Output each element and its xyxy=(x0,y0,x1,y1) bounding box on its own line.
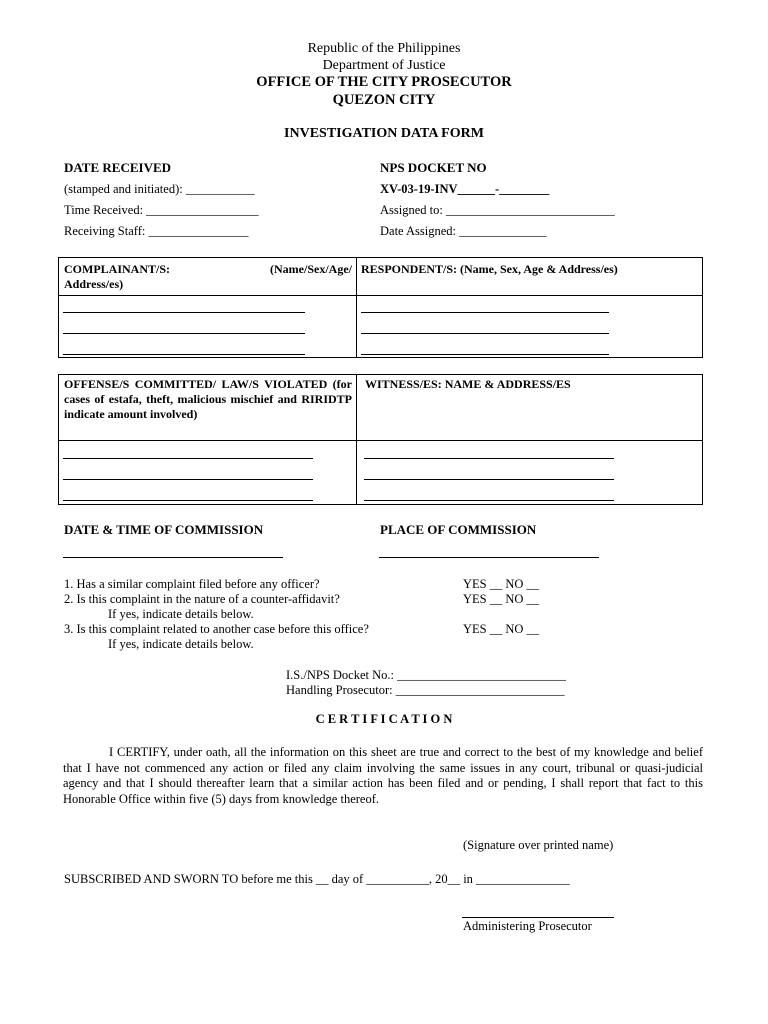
witness-line[interactable] xyxy=(364,500,614,501)
offense-header: OFFENSE/S COMMITTED/ LAW/S VIOLATED (for cases of estafa, theft, malicious mischief and RIRIDTP indicate amount involved) xyxy=(64,377,352,421)
docket-number-field[interactable]: XV-03-19-INV______-________ xyxy=(380,182,550,196)
question-3: 3. Is this complaint related to another case before this office? xyxy=(64,622,369,636)
time-received-field[interactable]: Time Received: __________________ xyxy=(64,203,259,217)
witness-line[interactable] xyxy=(364,458,614,459)
form-title: INVESTIGATION DATA FORM xyxy=(284,126,484,141)
complainant-line[interactable] xyxy=(63,333,305,334)
date-received-label: DATE RECEIVED xyxy=(64,160,172,175)
respondent-line[interactable] xyxy=(361,354,609,355)
date-assigned-field[interactable]: Date Assigned: ______________ xyxy=(380,224,547,238)
question-3-answer[interactable]: YES __ NO __ xyxy=(463,622,540,636)
question-1-answer[interactable]: YES __ NO __ xyxy=(463,577,540,591)
republic-heading: Republic of the Philippines xyxy=(307,41,461,56)
administering-prosecutor-label: Administering Prosecutor xyxy=(463,919,592,933)
offense-line[interactable] xyxy=(63,500,313,501)
handling-prosecutor-field[interactable]: Handling Prosecutor: ___________________________ xyxy=(286,683,565,697)
respondent-line[interactable] xyxy=(361,312,609,313)
complainant-line[interactable] xyxy=(63,312,305,313)
place-commission-line[interactable] xyxy=(379,557,599,558)
question-1: 1. Has a similar complaint filed before any officer? xyxy=(64,577,320,591)
nps-docket-label: NPS DOCKET NO xyxy=(380,160,487,175)
receiving-staff-field[interactable]: Receiving Staff: ________________ xyxy=(64,224,249,238)
is-nps-docket-field[interactable]: I.S./NPS Docket No.: ___________________________ xyxy=(286,668,566,682)
question-2-note: If yes, indicate details below. xyxy=(108,607,254,621)
stamped-field[interactable]: (stamped and initiated): ___________ xyxy=(64,182,255,196)
certification-body: I CERTIFY, under oath, all the information on this sheet are true and correct to the best of my knowledge and belief that I have not commenced any action or filed any claim involving the same issues in any court, tribunal or quasi-judicial agency and that I should thereafter learn that a similar action has been filed and or pending, I shall report that fact to this Honorable Office within five (5) days from knowledge thereof. xyxy=(63,745,703,806)
table-divider xyxy=(356,257,357,358)
sworn-statement[interactable]: SUBSCRIBED AND SWORN TO before me this __ day of __________, 20__ in _______________ xyxy=(64,872,570,886)
signature-label: (Signature over printed name) xyxy=(463,838,614,852)
table-divider xyxy=(58,295,703,296)
complainant-header: COMPLAINANT/S: (Name/Sex/Age/ Address/es) xyxy=(64,262,352,291)
table-divider xyxy=(58,440,703,441)
assigned-to-field[interactable]: Assigned to: ___________________________ xyxy=(380,203,615,217)
witness-line[interactable] xyxy=(364,479,614,480)
offense-line[interactable] xyxy=(63,458,313,459)
question-3-note: If yes, indicate details below. xyxy=(108,637,254,651)
date-time-commission-line[interactable] xyxy=(63,557,283,558)
witness-header: WITNESS/ES: NAME & ADDRESS/ES xyxy=(365,377,571,391)
certification-heading: C E R T I F I C A T I O N xyxy=(315,712,453,726)
respondent-header: RESPONDENT/S: (Name, Sex, Age & Address/es) xyxy=(361,262,618,276)
question-2: 2. Is this complaint in the nature of a counter-affidavit? xyxy=(64,592,340,606)
department-heading: Department of Justice xyxy=(322,58,446,73)
city-heading: QUEZON CITY xyxy=(332,92,436,108)
office-heading: OFFICE OF THE CITY PROSECUTOR xyxy=(256,74,512,90)
question-2-answer[interactable]: YES __ NO __ xyxy=(463,592,540,606)
date-time-commission-label: DATE & TIME OF COMMISSION xyxy=(64,522,264,537)
respondent-line[interactable] xyxy=(361,333,609,334)
place-commission-label: PLACE OF COMMISSION xyxy=(380,522,537,537)
offense-line[interactable] xyxy=(63,479,313,480)
administering-signature-line[interactable] xyxy=(462,917,614,918)
complainant-line[interactable] xyxy=(63,354,305,355)
